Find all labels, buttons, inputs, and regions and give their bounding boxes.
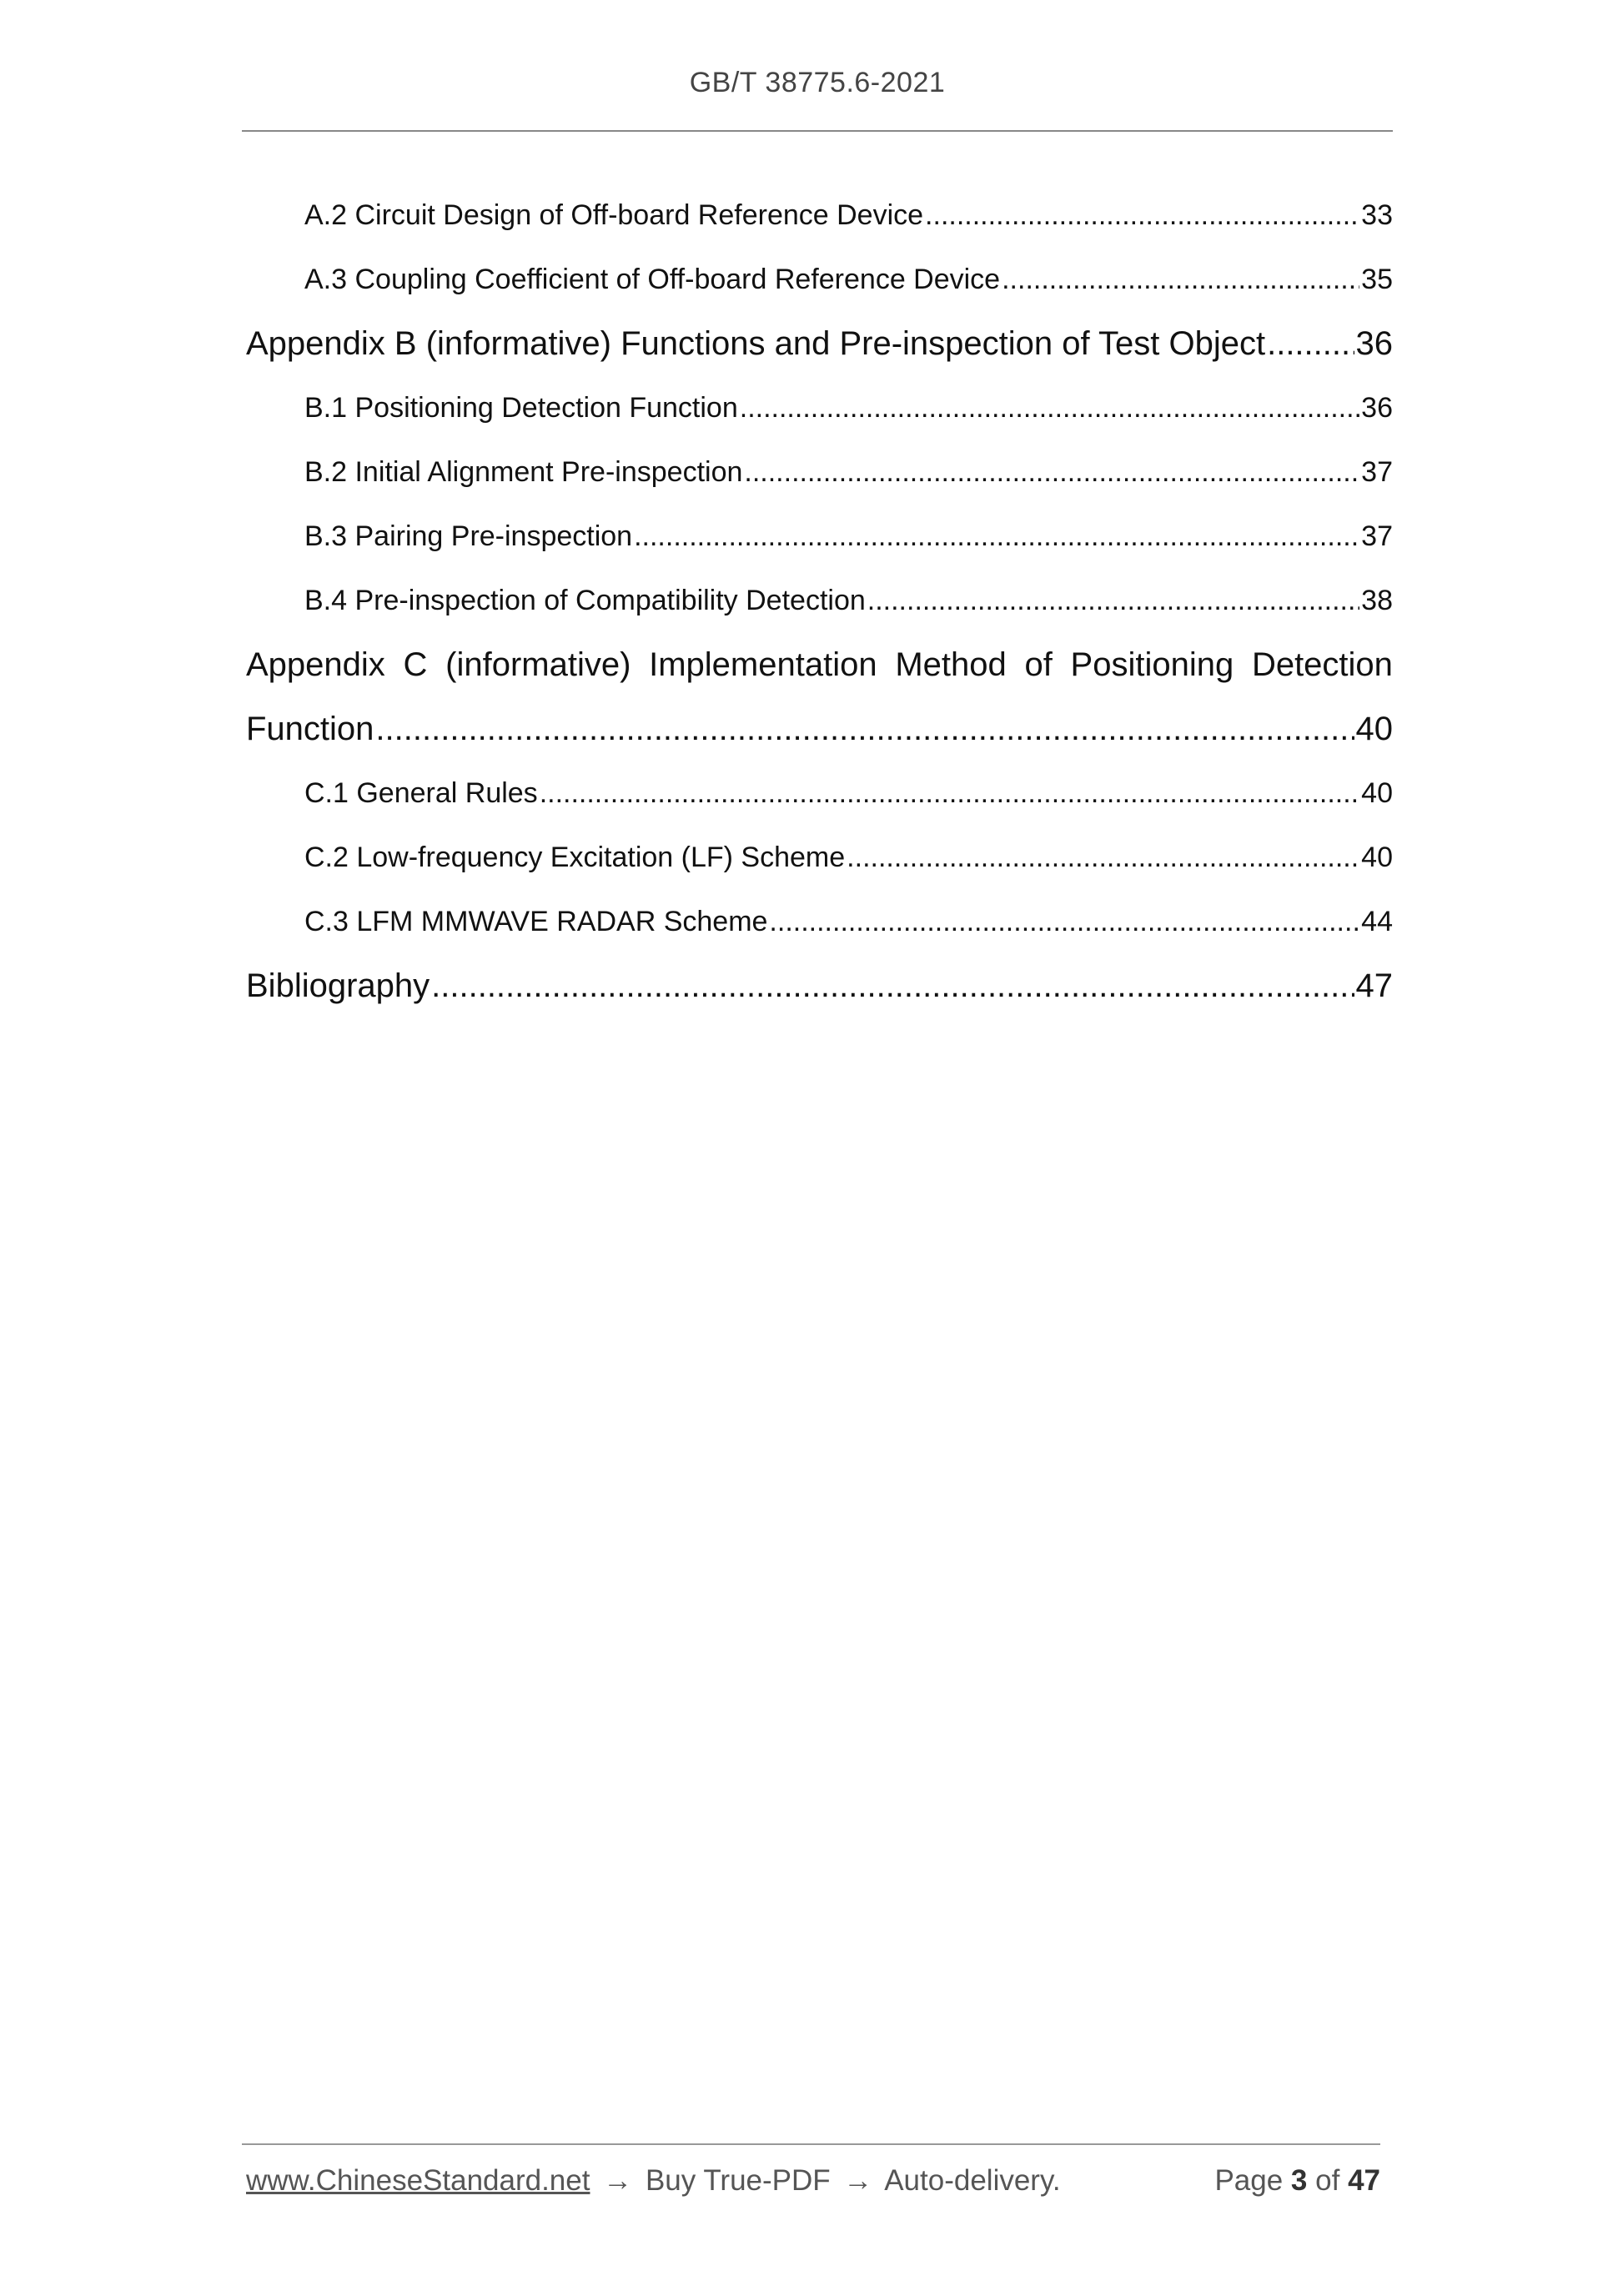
page-label: Page: [1214, 2164, 1284, 2197]
dot-leader: [744, 440, 1359, 505]
dot-leader: [375, 697, 1354, 761]
document-id-header: GB/T 38775.6-2021: [689, 67, 946, 98]
toc-word: Positioning: [1070, 646, 1234, 683]
toc-entry-title: C.2 Low-frequency Excitation (LF) Scheme: [304, 842, 846, 873]
toc-entry-title: A.3 Coupling Coefficient of Off-board Reference Device: [304, 264, 1001, 295]
dot-leader: [847, 826, 1359, 890]
page-of: of: [1315, 2164, 1340, 2197]
toc-entry-page: 35: [1361, 264, 1393, 295]
toc-entry-c3[interactable]: [246, 890, 1393, 954]
toc-entry-title: C.1 General Rules: [304, 777, 538, 809]
table-of-contents: [246, 183, 1393, 1018]
page-current: 3: [1290, 2164, 1308, 2197]
toc-entry-b2[interactable]: [246, 440, 1393, 505]
toc-entry-page: 40: [1361, 777, 1393, 809]
toc-entry-b3[interactable]: [246, 505, 1393, 569]
toc-word: Method: [895, 646, 1007, 683]
toc-entry-page: 36: [1361, 392, 1393, 424]
toc-entry-page: 36: [1355, 325, 1393, 362]
toc-entry-title: Appendix B (informative) Functions and Pre-inspection of Test Object: [246, 325, 1266, 362]
toc-entry-bibliography[interactable]: [246, 954, 1393, 1018]
toc-entry-page: 40: [1361, 842, 1393, 873]
toc-entry-page: 44: [1361, 906, 1393, 937]
site-link[interactable]: www.ChineseStandard.net: [246, 2164, 590, 2197]
toc-entry-a2[interactable]: [246, 183, 1393, 248]
toc-entry-page: 40: [1355, 711, 1393, 747]
dot-leader: [867, 569, 1359, 633]
page-total: 47: [1348, 2164, 1380, 2197]
toc-word: of: [1024, 646, 1053, 683]
toc-entry-page: 47: [1355, 967, 1393, 1004]
toc-word: Appendix: [246, 646, 385, 683]
toc-entry-title: B.1 Positioning Detection Function: [304, 392, 738, 424]
toc-entry-title: B.3 Pairing Pre-inspection: [304, 520, 633, 552]
page-footer: [246, 2164, 1380, 2198]
buy-text: Buy True-PDF: [645, 2164, 831, 2197]
toc-entry-page: 37: [1361, 520, 1393, 552]
toc-entry-appendix-c-line2[interactable]: [246, 697, 1393, 761]
toc-entry-page: 37: [1361, 456, 1393, 488]
dot-leader: [769, 890, 1359, 954]
toc-entry-page: 33: [1361, 199, 1393, 231]
toc-entry-title: B.4 Pre-inspection of Compatibility Detection: [304, 585, 866, 616]
dot-leader: [540, 761, 1359, 826]
toc-word: C: [403, 646, 428, 683]
toc-entry-appendix-b[interactable]: [246, 312, 1393, 376]
dot-leader: [740, 376, 1359, 440]
toc-entry-title: Bibliography: [246, 967, 430, 1004]
toc-entry-appendix-c-line1[interactable]: [246, 633, 1393, 697]
dot-leader: [1002, 248, 1359, 312]
arrow-right-icon: →: [843, 2164, 873, 2197]
header-divider: [242, 130, 1393, 132]
dot-leader: [925, 183, 1359, 248]
toc-entry-c1[interactable]: [246, 761, 1393, 826]
dot-leader: [634, 505, 1359, 569]
toc-entry-a3[interactable]: [246, 248, 1393, 312]
toc-entry-page: 38: [1361, 585, 1393, 616]
toc-word: Implementation: [649, 646, 877, 683]
toc-entry-c2[interactable]: [246, 826, 1393, 890]
page-number: [1214, 2164, 1380, 2198]
toc-entry-title: B.2 Initial Alignment Pre-inspection: [304, 456, 743, 488]
toc-entry-title: Function: [246, 711, 374, 747]
toc-entry-b4[interactable]: [246, 569, 1393, 633]
footer-divider: [242, 2143, 1380, 2145]
footer-promo: [246, 2164, 1061, 2198]
dot-leader: [431, 954, 1354, 1018]
toc-word: Detection: [1251, 646, 1393, 683]
toc-entry-title: A.2 Circuit Design of Off-board Reference Device: [304, 199, 924, 231]
arrow-right-icon: →: [603, 2164, 633, 2197]
toc-word: (informative): [445, 646, 631, 683]
delivery-text: Auto-delivery.: [884, 2164, 1061, 2197]
dot-leader: [1267, 312, 1354, 376]
toc-entry-b1[interactable]: [246, 376, 1393, 440]
toc-entry-title: C.3 LFM MMWAVE RADAR Scheme: [304, 906, 768, 937]
